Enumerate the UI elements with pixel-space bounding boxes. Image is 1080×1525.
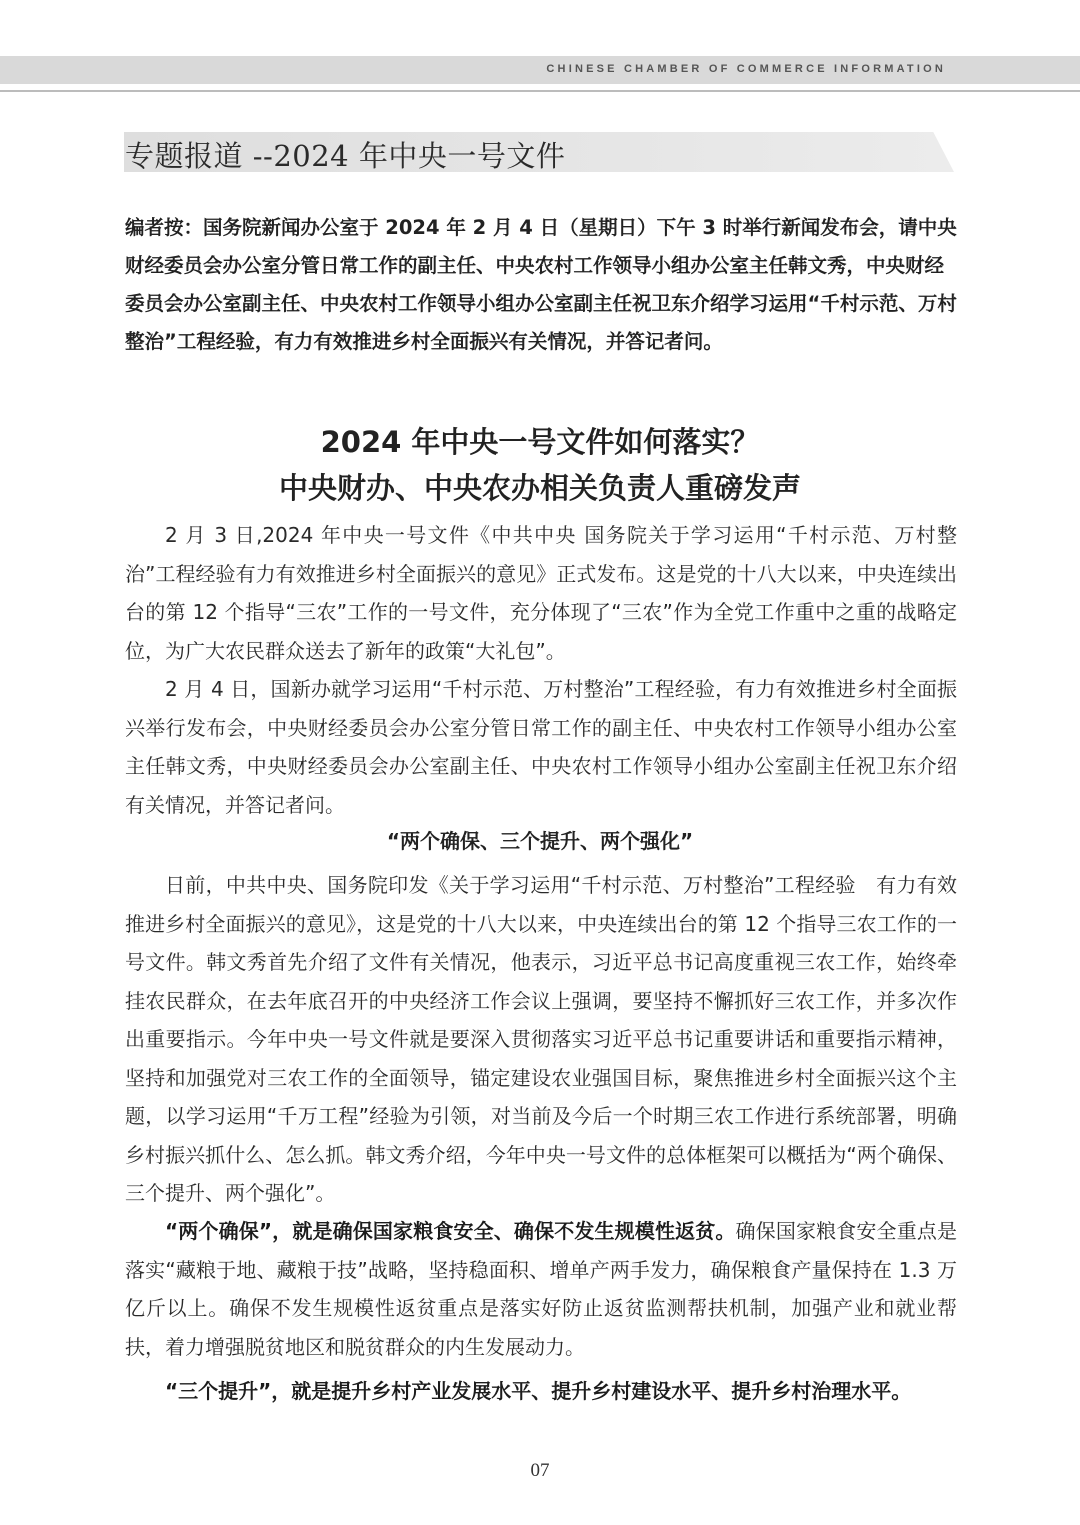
article-title-line2: 中央财办、中央农办相关负责人重磅发声 <box>278 471 801 505</box>
paragraph-text <box>125 1372 957 1411</box>
running-header: CHINESE CHAMBER OF COMMERCE INFORMATION <box>546 63 946 75</box>
paragraph-lead-bold: “两个确保”，就是确保国家粮食安全、确保不发生规模性返贫。 <box>165 1219 736 1243</box>
body-paragraph-1 <box>125 516 957 670</box>
section-title: 专题报道 --2024 年中央一号文件 <box>125 139 566 173</box>
paragraph-text <box>125 1212 957 1366</box>
body-paragraph-2 <box>125 670 957 824</box>
paragraph-text: 2 月 3 日,2024 年中央一号文件《中共中央 国务院关于学习运用“千村示范、万村整治”工程经验有力有效推进乡村全面振兴的意见》正式发布。这是党的十八大以来，中央连续出台的第 12 个指导“三农”工作的一号文件，充分体现了“三农”作为全党工作重中之重的战略定位，为广大农民群众送去了新年的政策“大礼包”。 <box>125 523 957 663</box>
article-title-line1: 2024 年中央一号文件如何落实？ <box>320 425 760 459</box>
editor-note: 编者按：国务院新闻办公室于 2024 年 2 月 4 日（星期日）下午 3 时举行新闻发布会，请中央财经委员会办公室分管日常工作的副主任、中央农村工作领导小组办公室主任韩文秀，中央财经委员会办公室副主任、中央农村工作领导小组办公室副主任祝卫东介绍学习运用“千村示范、万村整治”工程经验，有力有效推进乡村全面振兴有关情况，并答记者问。 <box>125 216 957 353</box>
paragraph-text: 2 月 4 日，国新办就学习运用“千村示范、万村整治”工程经验，有力有效推进乡村全面振兴举行发布会，中央财经委员会办公室分管日常工作的副主任、中央农村工作领导小组办公室主任韩文秀，中央财经委员会办公室副主任、中央农村工作领导小组办公室副主任祝卫东介绍有关情况，并答记者问。 <box>125 677 957 817</box>
body-paragraph-5 <box>125 1372 957 1411</box>
page-number: 07 <box>530 1460 550 1481</box>
body-paragraph-3 <box>125 866 957 1213</box>
paragraph-text: 日前，中共中央、国务院印发《关于学习运用“千村示范、万村整治”工程经验 有力有效推进乡村全面振兴的意见》，这是党的十八大以来，中央连续出台的第 12 个指导三农工作的一号文件。韩文秀首先介绍了文件有关情况，他表示，习近平总书记高度重视三农工作，始终牵挂农民群众，在去年底召开的中央经济工作会议上强调，要坚持不懈抓好三农工作，并多次作出重要指示。今年中央一号文件就是要深入贯彻落实习近平总书记重要讲话和重要指示精神，坚持和加强党对三农工作的全面领导，锚定建设农业强国目标，聚焦推进乡村全面振兴这个主题，以学习运用“千万工程”经验为引领，对当前及今后一个时期三农工作进行系统部署，明确乡村振兴抓什么、怎么抓。韩文秀介绍，今年中央一号文件的总体框架可以概括为“两个确保、三个提升、两个强化”。 <box>125 873 957 1205</box>
paragraph-lead-bold: “三个提升”，就是提升乡村产业发展水平、提升乡村建设水平、提升乡村治理水平。 <box>165 1379 912 1403</box>
paragraph-rest: 确保国家粮食安全重点是落实“藏粮于地、藏粮于技”战略，坚持稳面积、增单产两手发力，确保粮食产量保持在 1.3 万亿斤以上。确保不发生规模性返贫重点是落实好防止返贫监测帮扶机制，加强产业和就业帮扶，着力增强脱贫地区和脱贫群众的内生发展动力。 <box>125 1219 957 1359</box>
header-divider <box>0 90 1080 92</box>
article-subheading: “两个确保、三个提升、两个强化” <box>386 829 694 853</box>
body-paragraph-4 <box>125 1212 957 1366</box>
